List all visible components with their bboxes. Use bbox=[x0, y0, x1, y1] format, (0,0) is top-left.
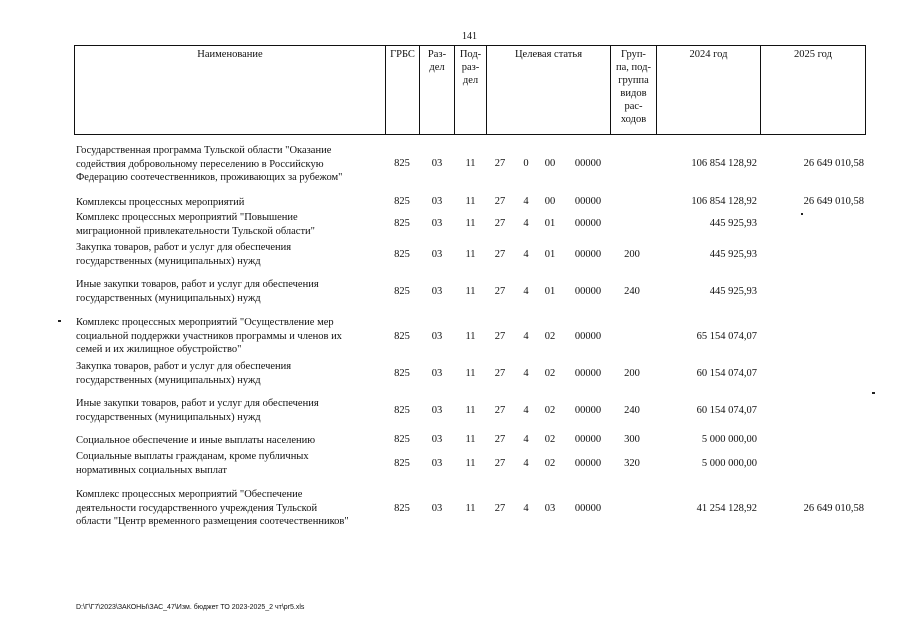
cell-target-program: 27 bbox=[494, 458, 506, 469]
cell-expense-group: 320 bbox=[624, 458, 640, 469]
row-name-line: Закупка товаров, работ и услуг для обеспечения bbox=[76, 242, 292, 253]
cell-target-type: 4 bbox=[523, 458, 529, 469]
cell-expense-group: 300 bbox=[624, 434, 640, 445]
cell-target-program: 27 bbox=[494, 405, 506, 416]
row-name-line: области "Центр временного размещения соотечественников" bbox=[76, 516, 349, 527]
cell-target-complex: 01 bbox=[544, 286, 556, 297]
row-name-line: государственных (муниципальных) нужд bbox=[76, 292, 261, 304]
cell-target-program: 27 bbox=[494, 218, 506, 229]
scan-speck bbox=[872, 392, 875, 394]
row-name-line: Комплексы процессных мероприятий bbox=[76, 197, 245, 208]
cell-podrazdel: 11 bbox=[465, 158, 476, 169]
cell-target-type: 4 bbox=[523, 196, 529, 207]
cell-amount-2024: 60 154 074,07 bbox=[696, 405, 757, 416]
row-name-line: социальной поддержки участников программы и членов их bbox=[76, 330, 342, 342]
header-grbs: ГРБС bbox=[390, 49, 415, 60]
cell-amount-2024: 445 925,93 bbox=[709, 249, 757, 260]
row-name-line: Иные закупки товаров, работ и услуг для обеспечения bbox=[76, 398, 319, 409]
cell-target-complex: 02 bbox=[544, 458, 556, 469]
row-name-line: деятельности государственного учреждения Тульской bbox=[76, 502, 318, 514]
row-name bbox=[76, 434, 381, 448]
row-name-line: содействия добровольному переселению в Российскую bbox=[76, 158, 324, 170]
cell-grbs: 825 bbox=[394, 331, 410, 342]
cell-amount-2024: 445 925,93 bbox=[709, 286, 757, 297]
header-top-border bbox=[74, 45, 866, 46]
row-name-line: миграционной привлекательности Тульской области" bbox=[76, 225, 315, 237]
row-name bbox=[76, 196, 381, 210]
header-group: Груп- па, под- группа видов рас- ходов bbox=[616, 49, 651, 125]
cell-amount-2024: 106 854 128,92 bbox=[691, 196, 757, 207]
cell-razdel: 03 bbox=[431, 218, 443, 229]
cell-grbs: 825 bbox=[394, 368, 410, 379]
cell-grbs: 825 bbox=[394, 503, 410, 514]
cell-razdel: 03 bbox=[431, 405, 443, 416]
cell-razdel: 03 bbox=[431, 331, 443, 342]
header-year-2024: 2024 год bbox=[689, 49, 728, 60]
cell-podrazdel: 11 bbox=[465, 405, 476, 416]
cell-podrazdel: 11 bbox=[465, 503, 476, 514]
cell-amount-2024: 41 254 128,92 bbox=[696, 503, 757, 514]
row-name-line: семей и их жилищное обустройство" bbox=[76, 344, 242, 355]
cell-razdel: 03 bbox=[431, 434, 443, 445]
cell-amount-2024: 106 854 128,92 bbox=[691, 158, 757, 169]
row-name-line: Социальные выплаты гражданам, кроме публичных bbox=[76, 451, 309, 462]
row-name bbox=[76, 397, 381, 424]
cell-target-type: 4 bbox=[523, 503, 529, 514]
cell-target-complex: 02 bbox=[544, 405, 556, 416]
cell-grbs: 825 bbox=[394, 249, 410, 260]
cell-target-complex: 00 bbox=[544, 196, 556, 207]
cell-razdel: 03 bbox=[431, 158, 443, 169]
cell-target-complex: 02 bbox=[544, 331, 556, 342]
row-name-line: Государственная программа Тульской области "Оказание bbox=[76, 145, 332, 156]
cell-expense-group: 200 bbox=[624, 368, 640, 379]
scan-speck bbox=[58, 320, 61, 322]
cell-razdel: 03 bbox=[431, 249, 443, 260]
cell-target-type: 4 bbox=[523, 405, 529, 416]
cell-target-type: 4 bbox=[523, 368, 529, 379]
cell-target-direction: 00000 bbox=[574, 218, 602, 229]
cell-grbs: 825 bbox=[394, 458, 410, 469]
cell-target-direction: 00000 bbox=[574, 196, 602, 207]
cell-target-direction: 00000 bbox=[574, 331, 602, 342]
row-name bbox=[76, 316, 381, 357]
row-name-line: государственных (муниципальных) нужд bbox=[76, 411, 261, 423]
cell-target-complex: 03 bbox=[544, 503, 556, 514]
cell-grbs: 825 bbox=[394, 405, 410, 416]
cell-amount-2024: 60 154 074,07 bbox=[696, 368, 757, 379]
cell-amount-2024: 5 000 000,00 bbox=[701, 458, 757, 469]
header-bottom-border bbox=[74, 134, 866, 135]
row-name-line: Иные закупки товаров, работ и услуг для обеспечения bbox=[76, 279, 319, 290]
cell-target-program: 27 bbox=[494, 249, 506, 260]
row-name bbox=[76, 360, 381, 387]
header-year-2025: 2025 год bbox=[794, 49, 832, 60]
cell-target-type: 4 bbox=[523, 434, 529, 445]
cell-podrazdel: 11 bbox=[465, 434, 476, 445]
row-name-line: государственных (муниципальных) нужд bbox=[76, 255, 261, 267]
cell-podrazdel: 11 bbox=[465, 458, 476, 469]
cell-target-direction: 00000 bbox=[574, 368, 602, 379]
cell-expense-group: 240 bbox=[624, 405, 640, 416]
cell-target-program: 27 bbox=[494, 196, 506, 207]
cell-podrazdel: 11 bbox=[465, 249, 476, 260]
row-name bbox=[76, 241, 381, 268]
cell-amount-2025: 26 649 010,58 bbox=[803, 503, 864, 514]
cell-target-program: 27 bbox=[494, 368, 506, 379]
row-name bbox=[76, 144, 381, 185]
header-razdel: Раз- дел bbox=[427, 49, 447, 73]
row-name bbox=[76, 450, 381, 477]
cell-expense-group: 240 bbox=[624, 286, 640, 297]
row-name-line: нормативных социальных выплат bbox=[76, 464, 227, 476]
footer-file-path: D:\Г\Г7\2023\ЗАКОНЫ\ЗАС_47\Изм. бюджет ТО 2023-2025_2 чт\pr5.xls bbox=[76, 604, 305, 611]
cell-target-program: 27 bbox=[494, 503, 506, 514]
cell-podrazdel: 11 bbox=[465, 331, 476, 342]
cell-target-program: 27 bbox=[494, 286, 506, 297]
cell-target-program: 27 bbox=[494, 331, 506, 342]
cell-amount-2024: 5 000 000,00 bbox=[701, 434, 757, 445]
cell-podrazdel: 11 bbox=[465, 218, 476, 229]
cell-target-direction: 00000 bbox=[574, 158, 602, 169]
cell-target-program: 27 bbox=[494, 434, 506, 445]
cell-target-type: 4 bbox=[523, 218, 529, 229]
cell-grbs: 825 bbox=[394, 196, 410, 207]
header-podrazdel: Под- раз- дел bbox=[459, 49, 482, 86]
cell-podrazdel: 11 bbox=[465, 368, 476, 379]
cell-razdel: 03 bbox=[431, 286, 443, 297]
header-divider bbox=[865, 45, 866, 135]
header-name: Наименование bbox=[197, 49, 263, 60]
cell-target-direction: 00000 bbox=[574, 458, 602, 469]
cell-amount-2024: 445 925,93 bbox=[709, 218, 757, 229]
cell-target-direction: 00000 bbox=[574, 249, 602, 260]
cell-amount-2025: 26 649 010,58 bbox=[803, 196, 864, 207]
cell-target-complex: 02 bbox=[544, 368, 556, 379]
cell-grbs: 825 bbox=[394, 218, 410, 229]
cell-amount-2024: 65 154 074,07 bbox=[696, 331, 757, 342]
cell-target-type: 0 bbox=[523, 158, 529, 169]
cell-podrazdel: 11 bbox=[465, 196, 476, 207]
page-number: 141 bbox=[462, 31, 477, 42]
cell-grbs: 825 bbox=[394, 158, 410, 169]
cell-razdel: 03 bbox=[431, 503, 443, 514]
cell-podrazdel: 11 bbox=[465, 286, 476, 297]
row-name bbox=[76, 278, 381, 305]
cell-target-type: 4 bbox=[523, 249, 529, 260]
cell-razdel: 03 bbox=[431, 458, 443, 469]
cell-razdel: 03 bbox=[431, 368, 443, 379]
row-name-line: Комплекс процессных мероприятий "Обеспечение bbox=[76, 489, 303, 500]
row-name bbox=[76, 211, 381, 238]
cell-expense-group: 200 bbox=[624, 249, 640, 260]
cell-target-direction: 00000 bbox=[574, 503, 602, 514]
cell-target-type: 4 bbox=[523, 286, 529, 297]
cell-amount-2025: 26 649 010,58 bbox=[803, 158, 864, 169]
cell-target-direction: 00000 bbox=[574, 434, 602, 445]
row-name bbox=[76, 488, 381, 529]
cell-target-direction: 00000 bbox=[574, 286, 602, 297]
cell-target-direction: 00000 bbox=[574, 405, 602, 416]
cell-grbs: 825 bbox=[394, 434, 410, 445]
header-target: Целевая статья bbox=[514, 49, 583, 60]
cell-target-complex: 01 bbox=[544, 249, 556, 260]
cell-target-complex: 00 bbox=[544, 158, 556, 169]
cell-target-complex: 01 bbox=[544, 218, 556, 229]
row-name-line: государственных (муниципальных) нужд bbox=[76, 374, 261, 386]
cell-target-program: 27 bbox=[494, 158, 506, 169]
row-name-line: Федерацию соотечественников, проживающих за рубежом" bbox=[76, 172, 343, 183]
row-name-line: Комплекс процессных мероприятий "Повышение bbox=[76, 212, 298, 223]
row-name-line: Комплекс процессных мероприятий "Осуществление мер bbox=[76, 317, 334, 328]
scan-speck bbox=[801, 213, 803, 215]
row-name-line: Социальное обеспечение и иные выплаты населению bbox=[76, 435, 316, 446]
cell-razdel: 03 bbox=[431, 196, 443, 207]
cell-target-type: 4 bbox=[523, 331, 529, 342]
row-name-line: Закупка товаров, работ и услуг для обеспечения bbox=[76, 361, 292, 372]
cell-grbs: 825 bbox=[394, 286, 410, 297]
cell-target-complex: 02 bbox=[544, 434, 556, 445]
